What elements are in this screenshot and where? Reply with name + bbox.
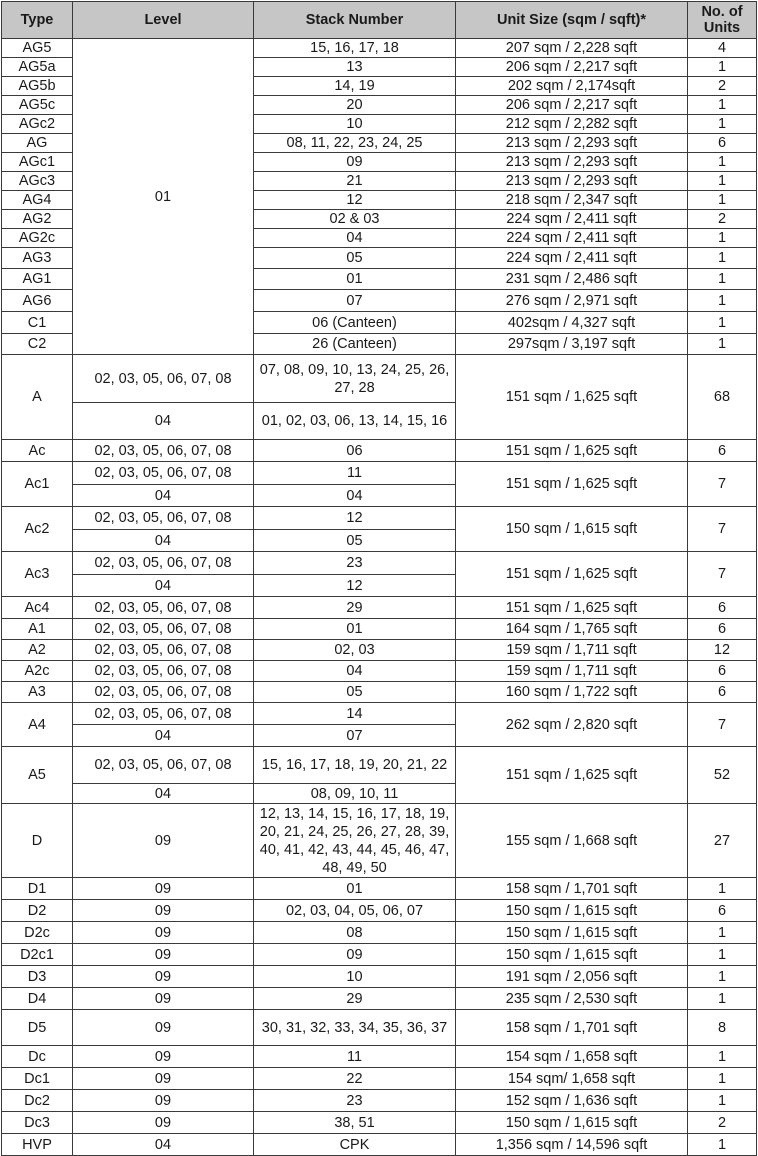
type-cell: AG3 [2,248,73,269]
units-count-cell: 27 [688,804,757,878]
stack-number-cell: 10 [254,115,456,134]
header-type: Type [2,2,73,39]
level-cell: 02, 03, 05, 06, 07, 08 [73,661,254,682]
level-cell: 09 [73,804,254,878]
unit-size-cell: 297sqm / 3,197 sqft [456,334,688,355]
unit-size-cell: 151 sqm / 1,625 sqft [456,355,688,440]
type-cell: Ac3 [2,552,73,597]
header-row [2,2,757,39]
type-cell: Dc3 [2,1112,73,1134]
type-cell: AG2 [2,210,73,229]
stack-number-cell: 04 [254,485,456,507]
units-count-cell: 2 [688,210,757,229]
units-count-cell: 1 [688,153,757,172]
stack-number-cell: 15, 16, 17, 18 [254,39,456,58]
table-row [2,462,757,485]
table-row [2,619,757,640]
table-row [2,804,757,878]
unit-size-cell: 159 sqm / 1,711 sqft [456,661,688,682]
units-count-cell: 8 [688,1010,757,1046]
type-cell: Ac2 [2,507,73,552]
units-count-cell: 1 [688,922,757,944]
unit-size-cell: 191 sqm / 2,056 sqft [456,966,688,988]
unit-size-cell: 155 sqm / 1,668 sqft [456,804,688,878]
level-cell: 09 [73,1090,254,1112]
units-count-cell: 1 [688,988,757,1010]
unit-size-cell: 276 sqm / 2,971 sqft [456,290,688,312]
type-cell: AG5c [2,96,73,115]
level-cell: 04 [73,403,254,440]
type-cell: A1 [2,619,73,640]
units-count-cell: 52 [688,747,757,804]
type-cell: D4 [2,988,73,1010]
type-cell: AGc3 [2,172,73,191]
type-cell: AG4 [2,191,73,210]
table-row [2,1090,757,1112]
table-row [2,900,757,922]
stack-number-cell: 22 [254,1068,456,1090]
units-count-cell: 1 [688,248,757,269]
unit-size-cell: 151 sqm / 1,625 sqft [456,462,688,507]
type-cell: D2c [2,922,73,944]
table-row [2,878,757,900]
units-count-cell: 1 [688,290,757,312]
units-count-cell: 7 [688,462,757,507]
units-count-cell: 1 [688,1046,757,1068]
level-cell: 09 [73,878,254,900]
table-row [2,597,757,619]
type-cell: AG1 [2,269,73,290]
type-cell: C2 [2,334,73,355]
type-cell: D3 [2,966,73,988]
level-cell: 02, 03, 05, 06, 07, 08 [73,597,254,619]
level-cell: 02, 03, 05, 06, 07, 08 [73,355,254,403]
stack-number-cell: 06 [254,440,456,462]
type-cell: Dc2 [2,1090,73,1112]
unit-size-cell: 224 sqm / 2,411 sqft [456,248,688,269]
stack-number-cell: 09 [254,153,456,172]
table-row [2,507,757,530]
stack-number-cell: 01 [254,878,456,900]
unit-size-cell: 150 sqm / 1,615 sqft [456,944,688,966]
stack-number-cell: 08, 09, 10, 11 [254,784,456,804]
table-row [2,1068,757,1090]
level-cell: 02, 03, 05, 06, 07, 08 [73,552,254,575]
level-cell: 09 [73,1010,254,1046]
unit-size-cell: 151 sqm / 1,625 sqft [456,552,688,597]
stack-number-cell: 30, 31, 32, 33, 34, 35, 36, 37 [254,1010,456,1046]
stack-number-cell: 20 [254,96,456,115]
type-cell: D [2,804,73,878]
units-count-cell: 1 [688,229,757,248]
stack-number-cell: 11 [254,462,456,485]
units-count-cell: 6 [688,661,757,682]
unit-size-cell: 164 sqm / 1,765 sqft [456,619,688,640]
unit-size-cell: 262 sqm / 2,820 sqft [456,703,688,747]
unit-size-cell: 235 sqm / 2,530 sqft [456,988,688,1010]
stack-number-cell: 07, 08, 09, 10, 13, 24, 25, 26, 27, 28 [254,355,456,403]
level-cell: 09 [73,966,254,988]
table-row [2,640,757,661]
level-cell: 02, 03, 05, 06, 07, 08 [73,507,254,530]
table-body [2,39,757,1156]
unit-size-cell: 207 sqm / 2,228 sqft [456,39,688,58]
type-cell: D2 [2,900,73,922]
stack-number-cell: 01 [254,269,456,290]
type-cell: D2c1 [2,944,73,966]
type-cell: AG5 [2,39,73,58]
type-cell: HVP [2,1134,73,1156]
unit-size-cell: 154 sqm / 1,658 sqft [456,1046,688,1068]
stack-number-cell: 13 [254,58,456,77]
unit-size-cell: 1,356 sqm / 14,596 sqft [456,1134,688,1156]
units-count-cell: 7 [688,703,757,747]
type-cell: A3 [2,682,73,703]
type-cell: A [2,355,73,440]
header-unit-size: Unit Size (sqm / sqft)* [456,2,688,39]
unit-schedule-table [1,1,757,1156]
table-row [2,682,757,703]
level-cell: 02, 03, 05, 06, 07, 08 [73,682,254,703]
type-cell: AG6 [2,290,73,312]
type-cell: AGc2 [2,115,73,134]
unit-size-cell: 158 sqm / 1,701 sqft [456,1010,688,1046]
level-cell: 04 [73,485,254,507]
level-cell: 04 [73,725,254,747]
units-count-cell: 6 [688,682,757,703]
unit-size-cell: 160 sqm / 1,722 sqft [456,682,688,703]
unit-size-cell: 158 sqm / 1,701 sqft [456,878,688,900]
stack-number-cell: 05 [254,248,456,269]
stack-number-cell: 12, 13, 14, 15, 16, 17, 18, 19, 20, 21, 24, 25, 26, 27, 28, 39, 40, 41, 42, 43, 44, 45, 46, 47, 48, 49, 50 [254,804,456,878]
stack-number-cell: 21 [254,172,456,191]
table-row [2,966,757,988]
type-cell: Dc [2,1046,73,1068]
unit-size-cell: 150 sqm / 1,615 sqft [456,922,688,944]
table-row [2,552,757,575]
header-no-of-units: No. of Units [688,2,757,39]
type-cell: AG5a [2,58,73,77]
units-count-cell: 6 [688,900,757,922]
type-cell: AGc1 [2,153,73,172]
unit-size-cell: 206 sqm / 2,217 sqft [456,58,688,77]
level-cell: 02, 03, 05, 06, 07, 08 [73,703,254,725]
units-count-cell: 6 [688,597,757,619]
units-count-cell: 4 [688,39,757,58]
stack-number-cell: 12 [254,575,456,597]
units-count-cell: 1 [688,172,757,191]
header-level: Level [73,2,254,39]
level-cell: 09 [73,1068,254,1090]
stack-number-cell: 29 [254,988,456,1010]
type-cell: A5 [2,747,73,804]
type-cell: Ac1 [2,462,73,507]
unit-size-cell: 151 sqm / 1,625 sqft [456,440,688,462]
unit-size-cell: 154 sqm/ 1,658 sqft [456,1068,688,1090]
unit-size-cell: 159 sqm / 1,711 sqft [456,640,688,661]
stack-number-cell: 12 [254,507,456,530]
units-count-cell: 2 [688,77,757,96]
stack-number-cell: 02, 03 [254,640,456,661]
stack-number-cell: 05 [254,682,456,703]
unit-size-cell: 150 sqm / 1,615 sqft [456,507,688,552]
stack-number-cell: 14, 19 [254,77,456,96]
unit-size-cell: 213 sqm / 2,293 sqft [456,134,688,153]
type-cell: A2 [2,640,73,661]
table-row [2,1112,757,1134]
stack-number-cell: 38, 51 [254,1112,456,1134]
level-cell: 02, 03, 05, 06, 07, 08 [73,440,254,462]
stack-number-cell: 02 & 03 [254,210,456,229]
units-count-cell: 6 [688,134,757,153]
stack-number-cell: 15, 16, 17, 18, 19, 20, 21, 22 [254,747,456,784]
units-count-cell: 1 [688,1090,757,1112]
units-count-cell: 1 [688,269,757,290]
unit-size-cell: 202 sqm / 2,174sqft [456,77,688,96]
level-cell: 09 [73,1112,254,1134]
level-cell: 02, 03, 05, 06, 07, 08 [73,640,254,661]
table-row [2,661,757,682]
units-count-cell: 2 [688,1112,757,1134]
units-count-cell: 1 [688,1134,757,1156]
units-count-cell: 6 [688,619,757,640]
type-cell: AG [2,134,73,153]
level-cell: 04 [73,784,254,804]
unit-size-cell: 213 sqm / 2,293 sqft [456,153,688,172]
type-cell: C1 [2,312,73,334]
stack-number-cell: 14 [254,703,456,725]
type-cell: Ac4 [2,597,73,619]
unit-size-cell: 151 sqm / 1,625 sqft [456,597,688,619]
level-cell: 02, 03, 05, 06, 07, 08 [73,462,254,485]
type-cell: AG5b [2,77,73,96]
stack-number-cell: CPK [254,1134,456,1156]
units-count-cell: 1 [688,312,757,334]
units-count-cell: 1 [688,115,757,134]
units-count-cell: 1 [688,191,757,210]
table-row [2,747,757,784]
unit-size-cell: 231 sqm / 2,486 sqft [456,269,688,290]
unit-size-cell: 206 sqm / 2,217 sqft [456,96,688,115]
unit-size-cell: 151 sqm / 1,625 sqft [456,747,688,804]
unit-size-cell: 152 sqm / 1,636 sqft [456,1090,688,1112]
stack-number-cell: 07 [254,725,456,747]
unit-size-cell: 224 sqm / 2,411 sqft [456,229,688,248]
unit-size-cell: 213 sqm / 2,293 sqft [456,172,688,191]
unit-size-cell: 218 sqm / 2,347 sqft [456,191,688,210]
stack-number-cell: 29 [254,597,456,619]
level-cell: 04 [73,530,254,552]
level-cell: 04 [73,1134,254,1156]
units-count-cell: 1 [688,878,757,900]
stack-number-cell: 07 [254,290,456,312]
table-row [2,1046,757,1068]
units-count-cell: 1 [688,966,757,988]
level-cell: 09 [73,922,254,944]
type-cell: Dc1 [2,1068,73,1090]
stack-number-cell: 09 [254,944,456,966]
level-cell: 09 [73,944,254,966]
units-count-cell: 12 [688,640,757,661]
stack-number-cell: 08, 11, 22, 23, 24, 25 [254,134,456,153]
type-cell: AG2c [2,229,73,248]
stack-number-cell: 26 (Canteen) [254,334,456,355]
table-row [2,944,757,966]
stack-number-cell: 06 (Canteen) [254,312,456,334]
stack-number-cell: 02, 03, 04, 05, 06, 07 [254,900,456,922]
table-row [2,440,757,462]
table-row [2,922,757,944]
stack-number-cell: 23 [254,552,456,575]
stack-number-cell: 01 [254,619,456,640]
units-count-cell: 1 [688,96,757,115]
type-cell: D5 [2,1010,73,1046]
stack-number-cell: 11 [254,1046,456,1068]
table-row [2,1010,757,1046]
units-count-cell: 7 [688,507,757,552]
units-count-cell: 1 [688,944,757,966]
stack-number-cell: 10 [254,966,456,988]
unit-size-cell: 150 sqm / 1,615 sqft [456,1112,688,1134]
stack-number-cell: 12 [254,191,456,210]
units-count-cell: 1 [688,58,757,77]
stack-number-cell: 08 [254,922,456,944]
unit-size-cell: 402sqm / 4,327 sqft [456,312,688,334]
unit-size-cell: 150 sqm / 1,615 sqft [456,900,688,922]
unit-size-cell: 212 sqm / 2,282 sqft [456,115,688,134]
header-stack-number: Stack Number [254,2,456,39]
type-cell: A4 [2,703,73,747]
type-cell: D1 [2,878,73,900]
level-cell: 09 [73,1046,254,1068]
units-count-cell: 68 [688,355,757,440]
level-cell: 09 [73,988,254,1010]
stack-number-cell: 01, 02, 03, 06, 13, 14, 15, 16 [254,403,456,440]
unit-size-cell: 224 sqm / 2,411 sqft [456,210,688,229]
units-count-cell: 1 [688,334,757,355]
level-cell: 09 [73,900,254,922]
units-count-cell: 7 [688,552,757,597]
level-cell: 02, 03, 05, 06, 07, 08 [73,619,254,640]
stack-number-cell: 23 [254,1090,456,1112]
level-cell: 02, 03, 05, 06, 07, 08 [73,747,254,784]
table-row [2,703,757,725]
table-row [2,1134,757,1156]
units-count-cell: 6 [688,440,757,462]
type-cell: Ac [2,440,73,462]
level-cell: 04 [73,575,254,597]
stack-number-cell: 04 [254,229,456,248]
stack-number-cell: 04 [254,661,456,682]
table-row [2,988,757,1010]
level-cell: 01 [73,39,254,355]
stack-number-cell: 05 [254,530,456,552]
units-count-cell: 1 [688,1068,757,1090]
type-cell: A2c [2,661,73,682]
table-row [2,39,757,58]
table-row [2,355,757,403]
